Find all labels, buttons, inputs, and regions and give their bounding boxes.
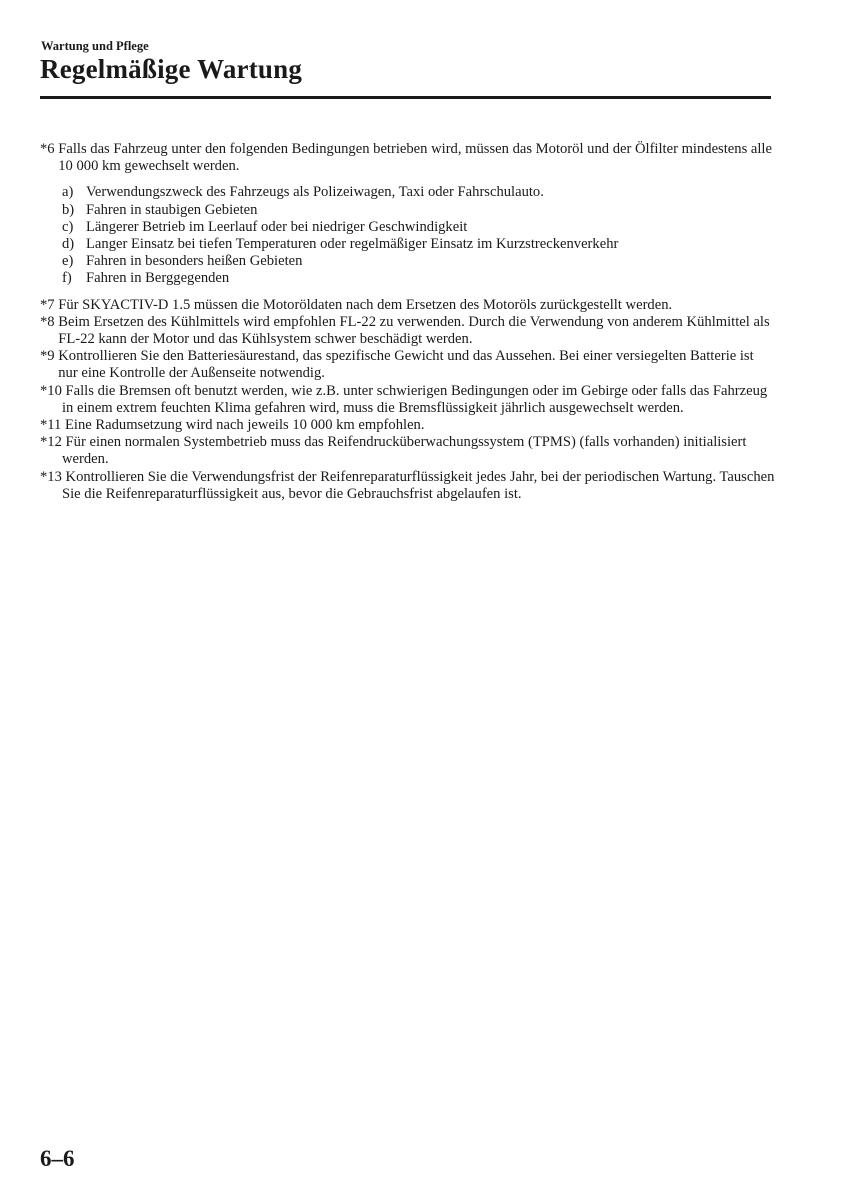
list-item <box>62 270 775 287</box>
footnote-marker: *8 <box>40 313 59 330</box>
list-text: Längerer Betrieb im Leerlauf oder bei niedriger Geschwindigkeit <box>86 218 468 235</box>
list-marker: b) <box>62 201 75 218</box>
footnote-9 <box>40 348 775 382</box>
footnote-12: *12 Für einen normalen Systembetrieb muss das Reifendrucküberwachungssystem (TPMS) (falls vorhanden) initialisiert werden. <box>40 434 747 468</box>
list-text: Langer Einsatz bei tiefen Temperaturen oder regelmäßiger Einsatz im Kurzstreckenverkehr <box>86 236 619 253</box>
list-marker: e) <box>62 253 74 270</box>
footnote-marker: *9 <box>40 348 59 365</box>
list-item <box>62 253 775 270</box>
footnote-marker: *7 <box>40 296 59 313</box>
list-text: Verwendungszweck des Fahrzeugs als Polizeiwagen, Taxi oder Fahrschulauto. <box>86 184 544 201</box>
footnote-text: Für SKYACTIV-D 1.5 müssen die Motoröldaten nach dem Ersetzen des Motoröls zurückgestellt werden. <box>58 296 673 313</box>
footnote-7 <box>40 297 775 314</box>
list-item <box>62 184 775 201</box>
list-item <box>62 236 775 253</box>
page-title: Regelmäßige Wartung <box>40 54 303 84</box>
title-divider <box>40 96 771 99</box>
list-marker: c) <box>62 218 74 235</box>
footnote-text: Falls das Fahrzeug unter den folgenden Bedingungen betrieben wird, müssen das Motoröl und der Ölfilter mindestens alle 10 000 km gewechselt werden. <box>58 141 772 175</box>
footnote-text: Kontrollieren Sie den Batteriesäurestand, das spezifische Gewicht und das Aussehen. Bei einer versiegelten Batterie ist nur eine Kontrolle der Außenseite notwendig. <box>58 348 754 382</box>
list-marker: d) <box>62 236 75 253</box>
footnote-6 <box>40 141 775 175</box>
list-text: Fahren in besonders heißen Gebieten <box>86 253 303 270</box>
list-item <box>62 202 775 219</box>
footnote-11: *11 Eine Radumsetzung wird nach jeweils 10 000 km empfohlen. <box>40 417 425 434</box>
condition-list <box>62 184 775 287</box>
footnote-8 <box>40 314 775 348</box>
page-number: 6–6 <box>40 1146 75 1171</box>
list-text: Fahren in staubigen Gebieten <box>86 201 258 218</box>
footnote-text: Beim Ersetzen des Kühlmittels wird empfohlen FL-22 zu verwenden. Durch die Verwendung von anderem Kühlmittel als FL-22 kann der Motor und das Kühlsystem schwer beschädigt werden. <box>58 313 770 348</box>
footnote-marker: *6 <box>40 141 59 157</box>
list-item <box>62 219 775 236</box>
footnotes <box>40 141 775 503</box>
list-marker: f) <box>62 270 72 287</box>
footnote-13: *13 Kontrollieren Sie die Verwendungsfrist der Reifenreparaturflüssigkeit jedes Jahr, bei der periodischen Wartung. Tauschen Sie die Reifenreparaturflüssigkeit aus, bevor die Gebrauchsfrist abgelaufen ist. <box>40 468 775 502</box>
list-text: Fahren in Berggegenden <box>86 270 230 287</box>
section-label: Wartung und Pflege <box>41 39 149 53</box>
footnote-10: *10 Falls die Bremsen oft benutzt werden, wie z.B. unter schwierigen Bedingungen oder im Gebirge oder falls das Fahrzeug in einem extrem feuchten Klima gefahren wird, muss die Bremsflüssigkeit jährlich ausgewechselt werden. <box>40 382 768 416</box>
list-marker: a) <box>62 184 74 201</box>
